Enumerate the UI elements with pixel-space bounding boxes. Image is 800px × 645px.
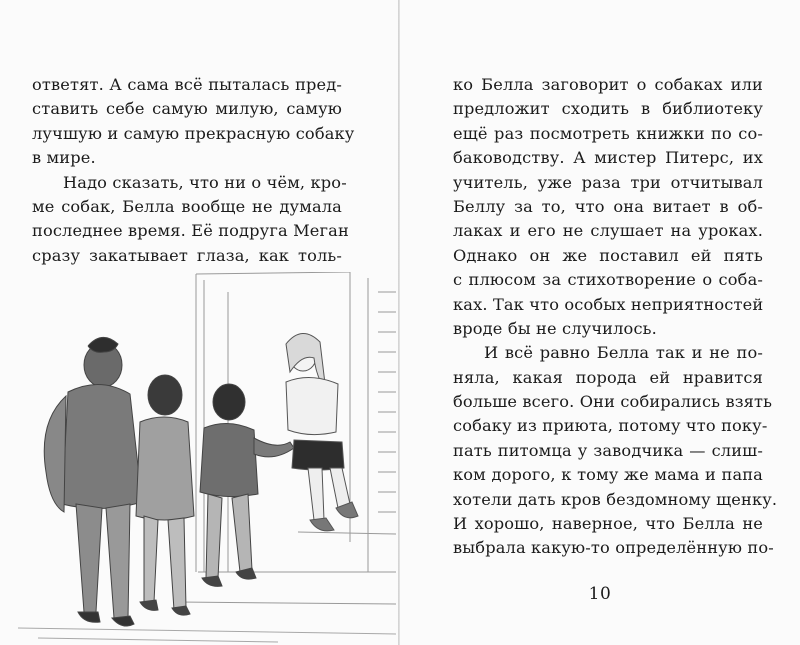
text-line: лаках и его не слушает на уроках. <box>453 221 763 241</box>
text-line: больше всего. Они собирались взять <box>453 392 773 412</box>
text-line: И хорошо, наверное, что Белла не <box>453 514 763 534</box>
text-line: Однако он же поставил ей пять <box>453 245 763 265</box>
right-page <box>400 0 800 645</box>
text-line: последнее время. Её подруга Меган <box>32 221 349 241</box>
boy-figure <box>200 384 294 586</box>
text-line: ком дорого, к тому же мама и папа <box>453 465 763 485</box>
page-number: 10 <box>588 584 612 604</box>
text-line: Надо сказать, что ни о чём, кро- <box>63 172 347 192</box>
text-line: няла, какая порода ей нравится <box>453 367 763 387</box>
text-line: ках. Так что особых неприятностей <box>453 294 764 314</box>
man-figure <box>44 337 142 626</box>
text-line: в мире. <box>32 148 96 168</box>
text-line: учитель, уже раза три отчитывал <box>453 172 763 192</box>
text-line: ещё раз посмотреть книжки по со- <box>453 123 763 143</box>
text-line: ставить себе самую милую, самую <box>32 99 342 119</box>
text-line: предложит сходить в библиотеку <box>453 99 763 119</box>
text-line: ко Белла заговорит о собаках или <box>453 75 763 94</box>
text-line: сразу закатывает глаза, как толь- <box>32 245 342 265</box>
text-line: вроде бы не случилось. <box>453 318 657 338</box>
left-page <box>0 0 398 645</box>
right-page-text <box>453 73 778 561</box>
text-line: собаку из приюта, потому что поку- <box>453 416 768 436</box>
text-line: ответят. А сама всё пыталась пред- <box>32 75 342 94</box>
ground-sketch <box>18 628 396 642</box>
blonde-girl-figure <box>286 333 358 530</box>
text-line: ме собак, Белла вообще не думала <box>32 196 342 216</box>
text-line: баководству. А мистер Питерс, их <box>453 148 763 168</box>
left-page-text <box>32 73 355 268</box>
girl-dark-hair-figure <box>136 375 194 615</box>
text-line: хотели дать кров бездомному щенку. <box>453 489 778 509</box>
text-line: Беллу за то, что она витает в об- <box>453 196 763 216</box>
text-line: лучшую и самую прекрасную собаку <box>32 123 355 143</box>
children-walking-illustration <box>18 272 396 645</box>
text-line: выбрала какую-то определённую по- <box>453 538 774 558</box>
text-line: пать питомца у заводчика — слиш- <box>453 440 763 460</box>
text-line: с плюсом за стихотворение о соба- <box>453 270 763 290</box>
text-line: И всё равно Белла так и не по- <box>484 343 763 363</box>
